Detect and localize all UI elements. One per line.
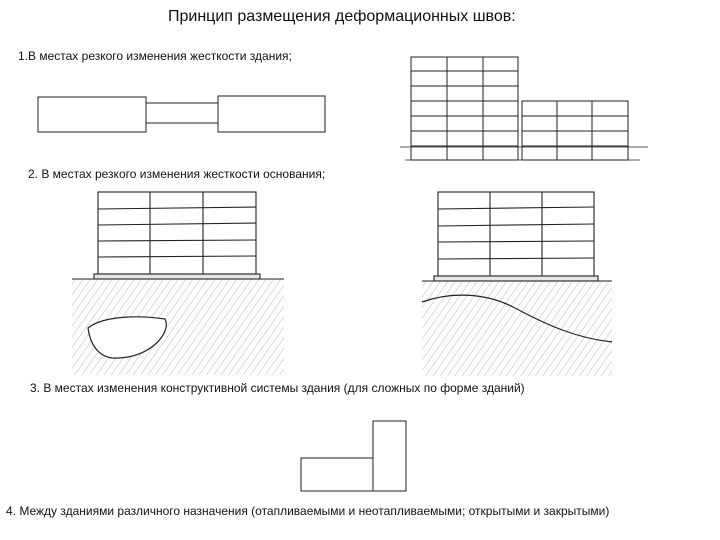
caption-stiffness-foundation: 2. В местах резкого изменения жесткости основания; (28, 167, 326, 181)
caption-different-purpose: 4. Между зданиями различного назначения (отапливаемыми и неотапливаемыми; открытыми и закрытыми) (6, 504, 610, 518)
caption-stiffness-building: 1.В местах резкого изменения жесткости здания; (18, 49, 292, 63)
page-title: Принцип размещения деформационных швов: (168, 8, 516, 25)
tall-block (411, 57, 518, 160)
foundation-right (434, 276, 598, 281)
building-right (438, 192, 594, 276)
low-wing (301, 458, 373, 491)
plan-block-left (38, 97, 146, 132)
foundation-left (94, 274, 260, 279)
elevation-figure (400, 57, 648, 160)
plan-connector (146, 103, 218, 123)
building-left (98, 192, 256, 274)
caption-structural-system: 3. В местах изменения конструктивной системы здания (для сложных по форме зданий) (30, 381, 525, 395)
plan-block-right (218, 96, 325, 132)
structural-system-figure (301, 421, 406, 491)
plan-view-figure (38, 96, 325, 132)
tall-wing (373, 421, 406, 491)
foundation-layer-figure (422, 192, 612, 376)
foundation-lens-figure (72, 192, 284, 375)
